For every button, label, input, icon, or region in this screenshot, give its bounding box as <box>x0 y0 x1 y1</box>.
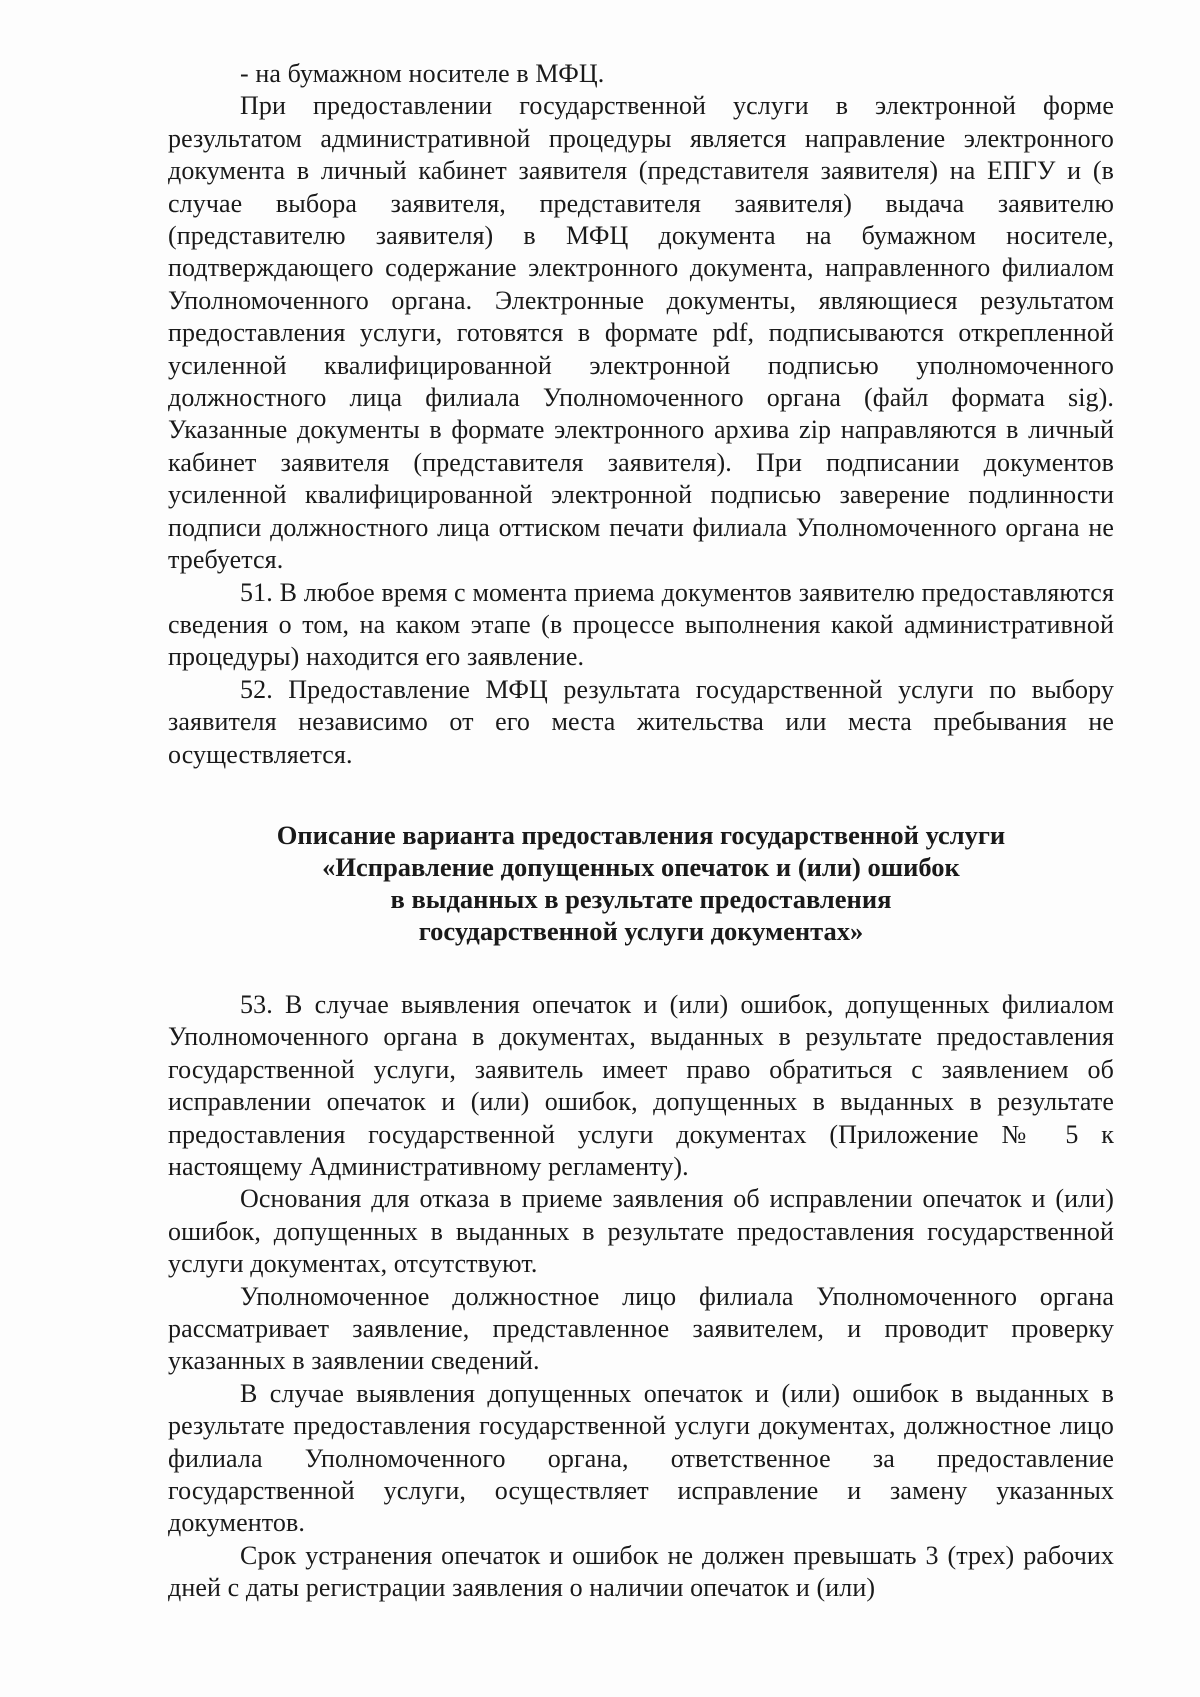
section-heading <box>168 819 1114 947</box>
paragraph-review: Уполномоченное должностное лицо филиала Уполномоченного органа рассматривает заявление, представленное заявителем, и проводит проверку указанных в заявлении сведений. <box>168 1281 1114 1376</box>
heading-line-3: в выданных в результате предоставления <box>390 883 892 914</box>
paragraph-53: 53. В случае выявления опечаток и (или) ошибок, допущенных филиалом Уполномоченного органа в документах, выданных в результате предоставления государственной услуги, заявитель имеет право обратиться с заявлением об исправлении опечаток и (или) ошибок, допущенных в выданных в результате предоставления государственной услуги документах (Приложение № 5 к настоящему Административному регламенту). <box>168 989 1114 1181</box>
paragraph-correction: В случае выявления допущенных опечаток и (или) ошибок в выданных в результате предоставления государственной услуги документах, должностное лицо филиала Уполномоченного органа, ответственное за предоставление государственной услуги, осуществляет исправление и замену указанных документов. <box>168 1378 1114 1538</box>
paragraph-52: 52. Предоставление МФЦ результата государственной услуги по выбору заявителя независимо от его места жительства или места пребывания не осуществляется. <box>168 674 1114 769</box>
paragraph-51: 51. В любое время с момента приема документов заявителю предоставляются сведения о том, на каком этапе (в процессе выполнения какой административной процедуры) находится его заявление. <box>168 577 1114 672</box>
paragraph-refusal-grounds: Основания для отказа в приеме заявления об исправлении опечаток и (или) ошибок, допущенных в выданных в результате предоставления государственной услуги документах, отсутствуют. <box>168 1184 1114 1279</box>
paragraph-paper-medium: - на бумажном носителе в МФЦ. <box>240 59 605 88</box>
heading-line-1: Описание варианта предоставления государственной услуги <box>276 819 1006 850</box>
heading-line-2: «Исправление допущенных опечаток и (или) ошибок <box>322 851 960 882</box>
paragraph-electronic-result: При предоставлении государственной услуги в электронной форме результатом административной процедуры является направление электронного документа в личный кабинет заявителя (представителя заявителя) на ЕПГУ и (в случае выбора заявителя, представителя заявителя) выдача заявителю (представителю заявителя) в МФЦ документа на бумажном носителе, подтверждающего содержание электронного документа, направленного филиалом Уполномоченного органа. Электронные документы, являющиеся результатом предоставления услуги, готовятся в формате pdf, подписываются открепленной усиленной квалифицированной электронной подписью уполномоченного должностного лица филиала Уполномоченного органа (файл формата sig). Указанные документы в формате электронного архива zip направляются в личный кабинет заявителя (представителя заявителя). При подписании документов усиленной квалифицированной электронной подписью заверение подлинности подписи должностного лица оттиском печати филиала Уполномоченного органа не требуется. <box>168 91 1114 575</box>
paragraph-deadline: Срок устранения опечаток и ошибок не должен превышать 3 (трех) рабочих дней с даты регистрации заявления о наличии опечаток и (или) <box>168 1540 1114 1603</box>
heading-line-4: государственной услуги документах» <box>418 915 864 946</box>
document-body <box>168 58 1114 1605</box>
